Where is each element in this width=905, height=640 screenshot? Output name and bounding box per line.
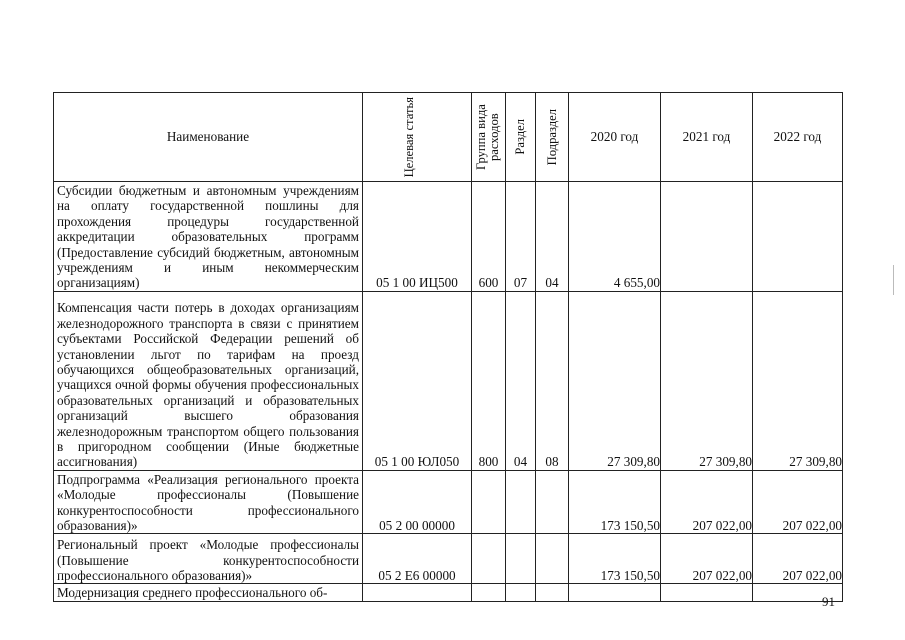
- header-section: Раздел: [506, 93, 536, 182]
- row-section: [506, 584, 536, 601]
- row-2022: 27 309,80: [753, 291, 843, 470]
- row-2020: 173 150,50: [569, 470, 661, 534]
- row-2021: [661, 584, 753, 601]
- row-subsection: [536, 470, 569, 534]
- row-2021: 27 309,80: [661, 291, 753, 470]
- row-group: 800: [472, 291, 506, 470]
- row-2020: 173 150,50: [569, 534, 661, 584]
- row-2021: [661, 182, 753, 292]
- row-name: Подпрограмма «Реализация регионального проекта «Молодые профессионалы (Повышение конкурентоспособности профессионального образования)»: [54, 470, 363, 534]
- header-2022: 2022 год: [753, 93, 843, 182]
- budget-table: [53, 92, 843, 602]
- page-number: 91: [822, 594, 835, 609]
- row-2021: 207 022,00: [661, 534, 753, 584]
- header-group: Группа вида расходов: [472, 93, 506, 182]
- row-subsection: [536, 584, 569, 601]
- header-subsection: Подраздел: [536, 93, 569, 182]
- table-header-row: [54, 93, 843, 182]
- row-group: [472, 584, 506, 601]
- row-section: 04: [506, 291, 536, 470]
- row-2020: 27 309,80: [569, 291, 661, 470]
- row-target: 05 1 00 ИЦ500: [363, 182, 472, 292]
- row-group: 600: [472, 182, 506, 292]
- table-row: [54, 182, 843, 292]
- row-2020: [569, 584, 661, 601]
- row-2022: 207 022,00: [753, 470, 843, 534]
- scan-edge-mark: [893, 265, 894, 295]
- row-target: 05 2 Е6 00000: [363, 534, 472, 584]
- row-name: Региональный проект «Молодые профессионалы (Повышение конкурентоспособности профессионального образования)»: [54, 534, 363, 584]
- row-subsection: 04: [536, 182, 569, 292]
- row-2021: 207 022,00: [661, 470, 753, 534]
- row-2022: [753, 182, 843, 292]
- row-subsection: 08: [536, 291, 569, 470]
- row-group: [472, 470, 506, 534]
- table-row: [54, 291, 843, 470]
- header-target: Целевая статья: [363, 93, 472, 182]
- row-target: 05 2 00 00000: [363, 470, 472, 534]
- table-row: [54, 534, 843, 584]
- header-name: Наименование: [54, 93, 363, 182]
- row-section: [506, 470, 536, 534]
- header-2020: 2020 год: [569, 93, 661, 182]
- row-target: [363, 584, 472, 601]
- table-row: [54, 584, 843, 601]
- row-section: [506, 534, 536, 584]
- row-name: Субсидии бюджетным и автономным учреждениям на оплату государственной пошлины для прохождения процедуры государственной аккредитации образовательных программ (Предоставление субсидий бюджетным, автономным учреждениям и иным некоммерческим организациям): [54, 182, 363, 292]
- row-target: 05 1 00 ЮЛ050: [363, 291, 472, 470]
- row-name: Модернизация среднего профессионального об-: [54, 584, 363, 601]
- header-2021: 2021 год: [661, 93, 753, 182]
- row-subsection: [536, 534, 569, 584]
- row-2022: 207 022,00: [753, 534, 843, 584]
- row-group: [472, 534, 506, 584]
- table-row: [54, 470, 843, 534]
- row-name: Компенсация части потерь в доходах организациям железнодорожного транспорта в связи с принятием субъектами Российской Федерации решений об установлении льгот по тарифам на проезд обучающихся общеобразовательных организаций, учащихся очной формы обучения профессиональных образовательных организаций и образовательных организаций высшего образования железнодорожным транспортом общего пользования в пригородном сообщении (Иные бюджетные ассигнования): [54, 291, 363, 470]
- row-2020: 4 655,00: [569, 182, 661, 292]
- row-section: 07: [506, 182, 536, 292]
